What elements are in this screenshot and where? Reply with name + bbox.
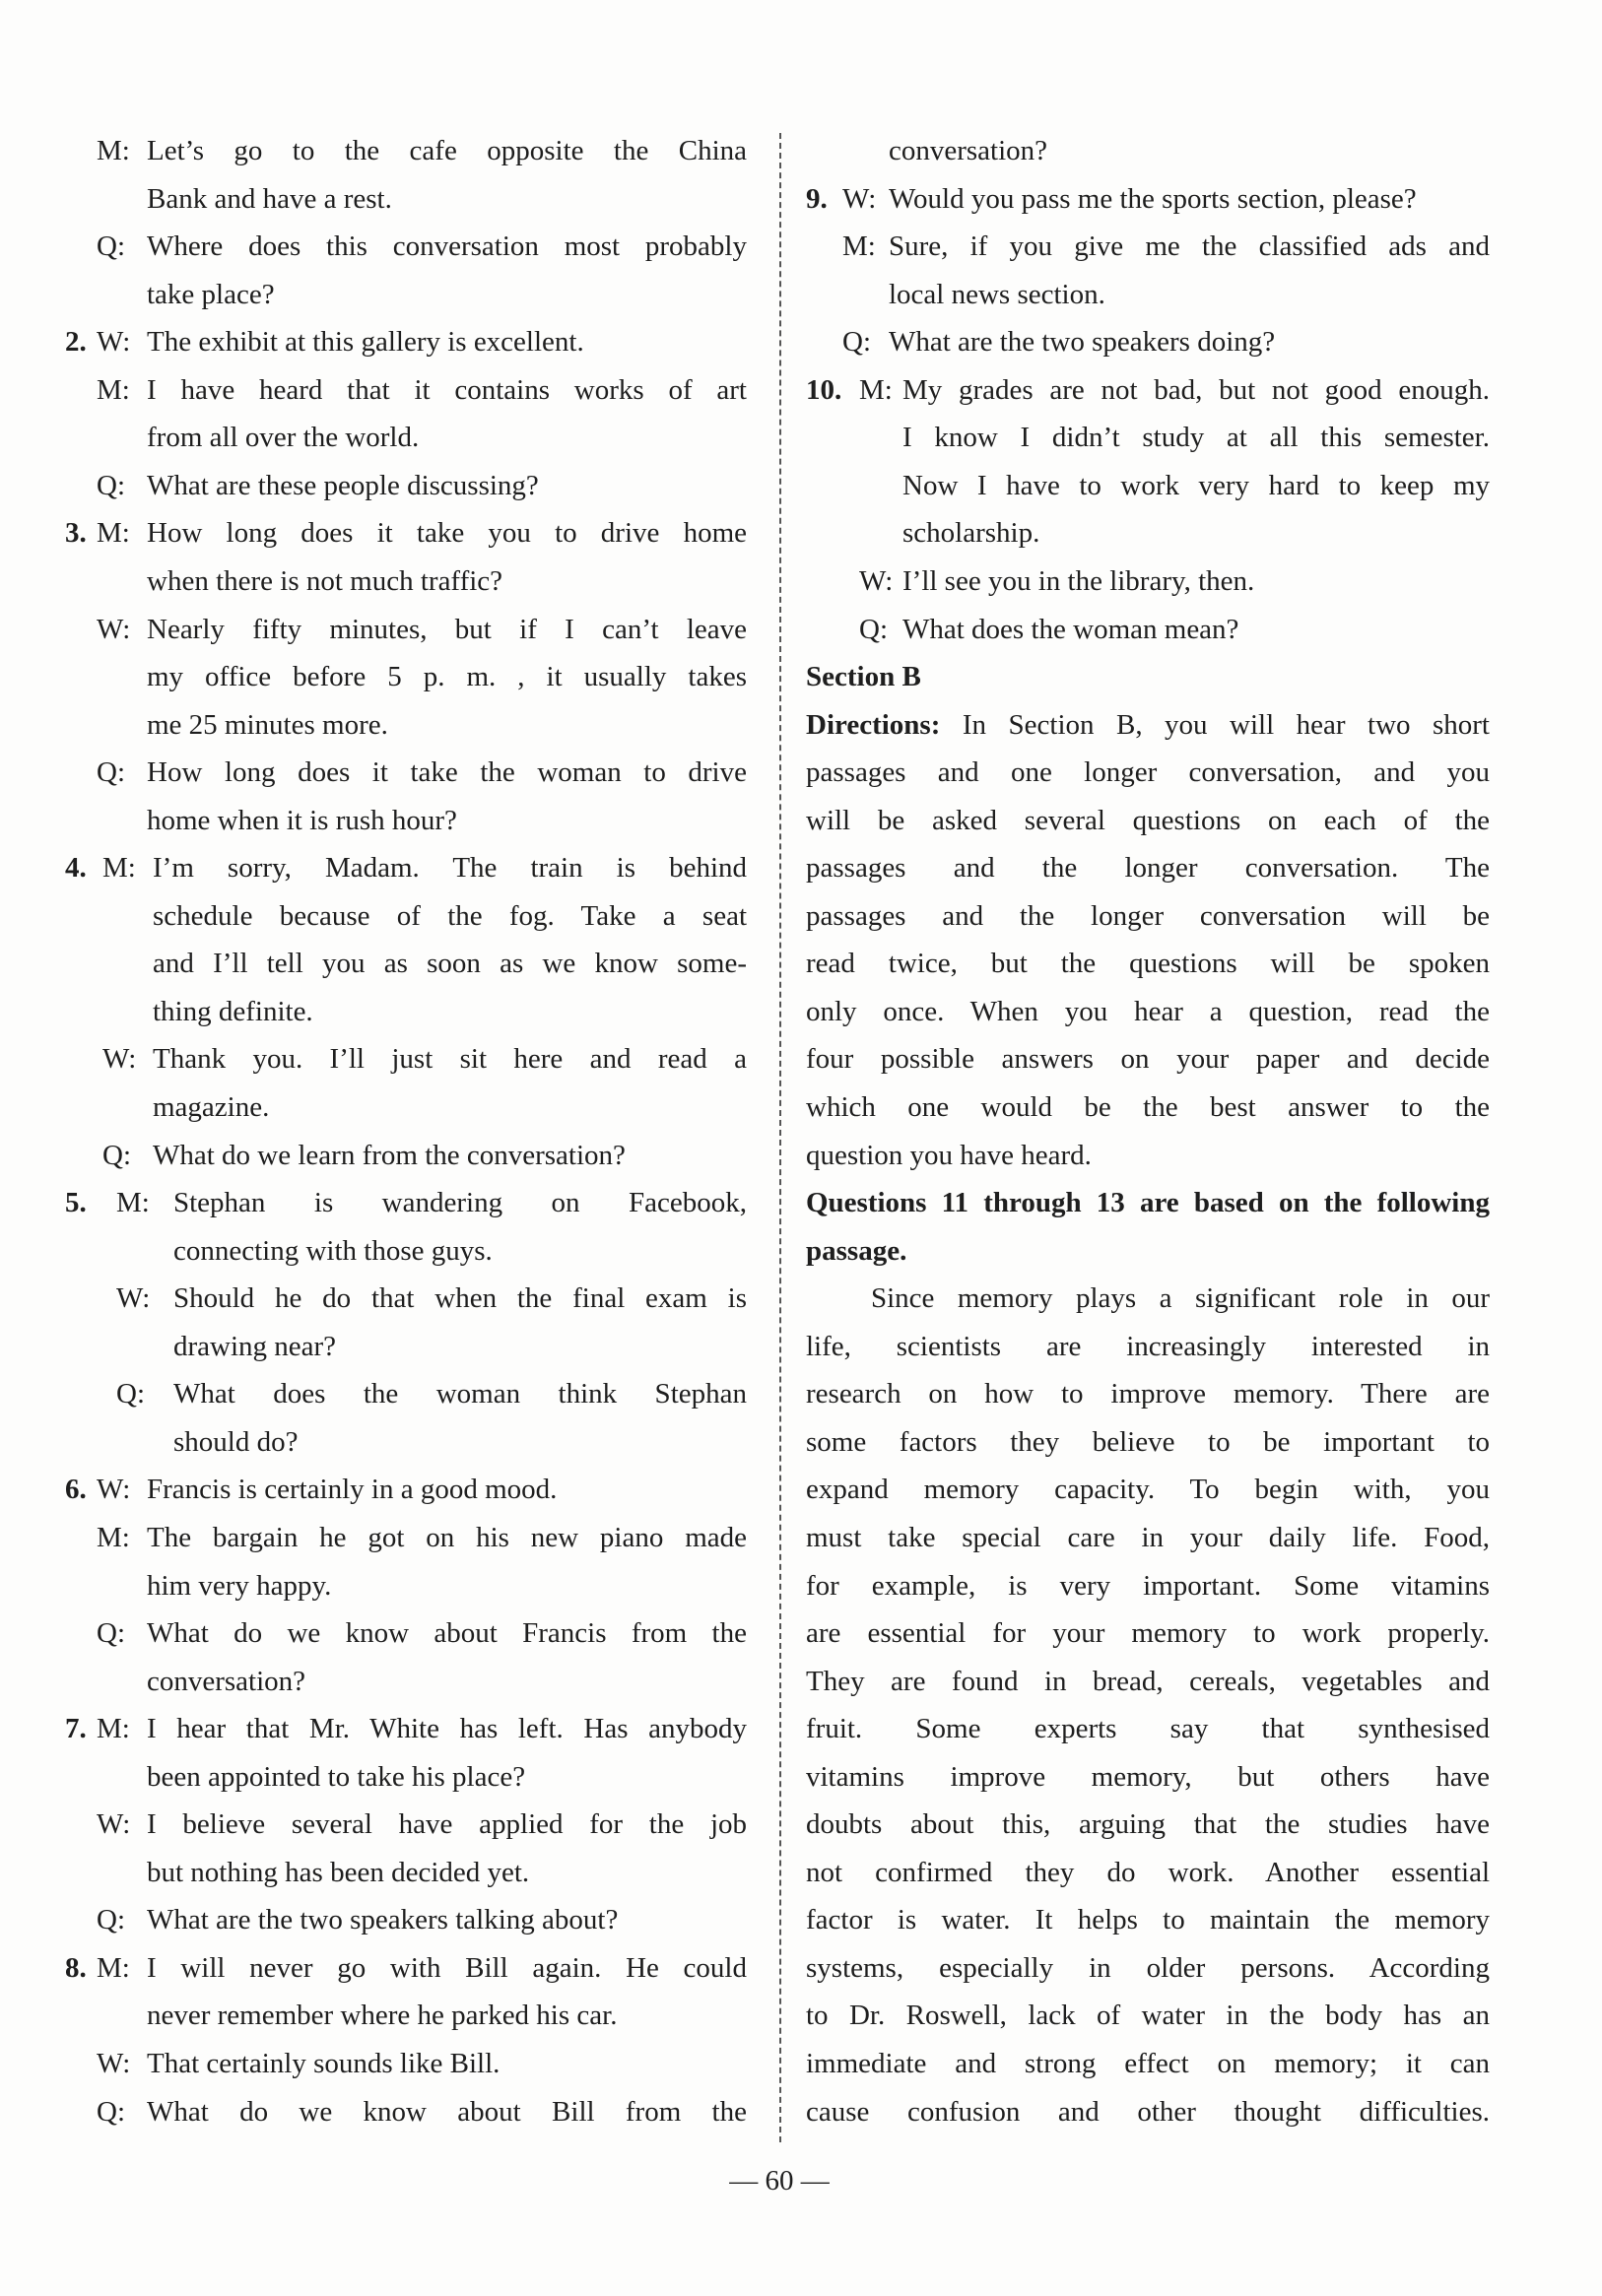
line-content: What are the two speakers talking about? (147, 1904, 619, 1936)
line-content: The bargain he got on his new piano made (147, 1521, 747, 1553)
line-content: thing definite. (153, 995, 313, 1027)
speaker-label: W: (842, 182, 877, 215)
line-text (806, 1083, 1490, 1132)
line-text (147, 1705, 747, 1753)
text-line (65, 940, 747, 988)
text-line (65, 558, 747, 606)
text-line (65, 797, 747, 845)
line-text (806, 1370, 1490, 1418)
text-line (65, 175, 747, 224)
line-text (147, 1562, 747, 1610)
line-text (153, 844, 747, 892)
line-content: cause confusion and other thought difficulties. (806, 2095, 1490, 2128)
text-line (65, 892, 747, 941)
line-content: me 25 minutes more. (147, 708, 388, 741)
text-line (806, 1466, 1490, 1514)
text-line (806, 988, 1490, 1036)
line-text (806, 2088, 1490, 2136)
speaker-label: W: (116, 1282, 151, 1315)
speaker-label: M: (97, 1521, 130, 1553)
text-line (806, 366, 1490, 415)
text-line (806, 1514, 1490, 1562)
line-content: him very happy. (147, 1569, 332, 1602)
line-content: my office before 5 p. m. , it usually takes (147, 661, 747, 693)
line-content: The exhibit at this gallery is excellent. (147, 326, 584, 359)
text-line (806, 1418, 1490, 1467)
line-text (153, 988, 747, 1036)
line-text (806, 1801, 1490, 1849)
speaker-label: Q: (842, 326, 871, 359)
line-content: Sure, if you give me the classified ads and (889, 230, 1490, 263)
speaker-label: M: (97, 373, 130, 406)
line-content: connecting with those guys. (173, 1234, 493, 1267)
line-text (173, 1179, 747, 1227)
line-text (173, 1418, 747, 1467)
text-line (806, 1705, 1490, 1753)
line-text (902, 414, 1490, 462)
line-content: vitamins improve memory, but others have (806, 1760, 1490, 1793)
line-content: drawing near? (173, 1330, 337, 1362)
line-content: life, scientists are increasingly interested in (806, 1330, 1490, 1362)
text-line (65, 318, 747, 366)
speaker-label: Q: (97, 756, 125, 789)
line-content: will be asked several questions on each of the (806, 804, 1490, 836)
text-line (806, 1035, 1490, 1083)
text-line (806, 127, 1490, 175)
line-text (147, 2088, 747, 2136)
text-line (65, 366, 747, 415)
line-text (147, 175, 747, 224)
line-content: not confirmed they do work. Another essential (806, 1856, 1490, 1888)
line-text (902, 366, 1490, 415)
question-number: 6. (65, 1474, 87, 1506)
line-text (889, 127, 1490, 175)
speaker-label: Q: (859, 613, 888, 645)
text-line (806, 1801, 1490, 1849)
text-line (806, 175, 1490, 224)
text-line (806, 558, 1490, 606)
line-content: I have heard that it contains works of art (147, 373, 747, 406)
line-content: conversation? (889, 135, 1048, 166)
line-text (902, 509, 1490, 558)
text-line (65, 462, 747, 510)
line-text (147, 2040, 747, 2088)
line-text (153, 940, 747, 988)
line-content: should do? (173, 1425, 299, 1458)
text-line (65, 223, 747, 271)
text-line (65, 1370, 747, 1418)
line-text (153, 892, 747, 941)
line-text (147, 1466, 747, 1514)
line-content: Would you pass me the sports section, please? (889, 182, 1417, 215)
heading-text (806, 1179, 1490, 1227)
speaker-label: M: (97, 1713, 130, 1745)
text-line (806, 1083, 1490, 1132)
right-column (806, 127, 1490, 2136)
line-text (889, 223, 1490, 271)
text-line (806, 1562, 1490, 1610)
question-number: 7. (65, 1713, 87, 1745)
line-text (889, 318, 1490, 366)
speaker-label: Q: (97, 230, 125, 263)
text-line (806, 1275, 1490, 1323)
line-content: Where does this conversation most probably (147, 230, 747, 263)
text-line (806, 2088, 1490, 2136)
line-text (147, 653, 747, 701)
directions-label: Directions: (806, 708, 941, 741)
text-line (65, 1179, 747, 1227)
text-line (65, 509, 747, 558)
text-line (806, 1609, 1490, 1658)
heading-text (806, 653, 1490, 701)
line-text (806, 1992, 1490, 2040)
text-line (65, 1083, 747, 1132)
line-text (147, 558, 747, 606)
line-content: I know I didn’t study at all this semester. (902, 422, 1490, 454)
line-content: some factors they believe to be important to (806, 1425, 1490, 1458)
line-text (806, 1466, 1490, 1514)
line-text (147, 1514, 747, 1562)
line-text (147, 271, 747, 319)
text-line (65, 653, 747, 701)
speaker-label: W: (97, 1808, 131, 1841)
line-text (806, 1705, 1490, 1753)
line-content: I believe several have applied for the job (147, 1808, 747, 1841)
line-content: immediate and strong effect on memory; it can (806, 2048, 1490, 2079)
line-content: What do we know about Bill from the (147, 2095, 747, 2128)
text-line (806, 223, 1490, 271)
speaker-label: W: (97, 1474, 131, 1506)
text-line (65, 1992, 747, 2040)
line-content: passage. (806, 1234, 907, 1267)
line-content: systems, especially in older persons. According (806, 1951, 1490, 1984)
text-line (806, 653, 1490, 701)
line-text (147, 797, 747, 845)
line-text (173, 1370, 747, 1418)
line-content: when there is not much traffic? (147, 564, 503, 597)
line-content: local news section. (889, 278, 1105, 310)
line-text (806, 1944, 1490, 1993)
text-line (806, 1992, 1490, 2040)
speaker-label: M: (859, 373, 893, 406)
line-text (147, 749, 747, 797)
text-line (806, 462, 1490, 510)
line-content: In Section B, you will hear two short (962, 708, 1490, 741)
line-text (147, 223, 747, 271)
line-text (147, 1944, 747, 1993)
line-content: are essential for your memory to work properly. (806, 1617, 1490, 1650)
line-content: What does the woman think Stephan (173, 1378, 747, 1410)
line-content: which one would be the best answer to the (806, 1091, 1490, 1123)
line-content: scholarship. (902, 517, 1040, 550)
text-line (65, 1753, 747, 1802)
line-content: conversation? (147, 1665, 306, 1697)
text-line (806, 414, 1490, 462)
text-line (806, 940, 1490, 988)
text-line (65, 1658, 747, 1706)
text-line (806, 1179, 1490, 1227)
line-text (806, 797, 1490, 845)
heading-text (806, 1227, 1490, 1276)
line-text (147, 1896, 747, 1944)
line-text (806, 892, 1490, 941)
page-number: — 60 — (729, 2165, 830, 2197)
line-content: I hear that Mr. White has left. Has anybody (147, 1713, 747, 1745)
text-line (65, 988, 747, 1036)
line-content: What do we know about Francis from the (147, 1617, 747, 1650)
speaker-label: Q: (116, 1378, 145, 1410)
line-text (806, 1323, 1490, 1371)
line-text (147, 318, 747, 366)
line-content: only once. When you hear a question, read the (806, 995, 1490, 1027)
line-content: What are the two speakers doing? (889, 326, 1276, 359)
line-content: home when it is rush hour? (147, 804, 457, 836)
line-content: for example, is very important. Some vitamins (806, 1569, 1490, 1602)
line-content: I’ll see you in the library, then. (902, 564, 1255, 597)
line-content: but nothing has been decided yet. (147, 1856, 530, 1888)
speaker-label: W: (859, 564, 894, 597)
line-content: Questions 11 through 13 are based on the following (806, 1187, 1490, 1219)
line-content: research on how to improve memory. There are (806, 1378, 1490, 1410)
text-line (65, 701, 747, 750)
line-content: Stephan is wandering on Facebook, (173, 1187, 747, 1219)
line-text (806, 1275, 1490, 1323)
text-line (65, 1896, 747, 1944)
text-line (65, 1801, 747, 1849)
line-text (806, 1132, 1490, 1180)
text-line (65, 1132, 747, 1180)
text-line (806, 1944, 1490, 1993)
line-content: factor is water. It helps to maintain the memory (806, 1904, 1490, 1936)
speaker-label: M: (102, 852, 136, 885)
line-content: read twice, but the questions will be spoken (806, 948, 1490, 980)
text-line (806, 1132, 1490, 1180)
line-content: doubts about this, arguing that the studies have (806, 1808, 1490, 1841)
question-number: 8. (65, 1951, 87, 1984)
question-number: 2. (65, 326, 87, 359)
line-content: and I’ll tell you as soon as we know some- (153, 948, 747, 980)
line-text (889, 175, 1490, 224)
line-text (147, 1609, 747, 1658)
line-text (902, 462, 1490, 510)
line-content: to Dr. Roswell, lack of water in the body has an (806, 2000, 1490, 2032)
line-text (806, 988, 1490, 1036)
line-content: Bank and have a rest. (147, 182, 392, 215)
speaker-label: Q: (97, 469, 125, 501)
line-content: magazine. (153, 1091, 270, 1123)
line-content: My grades are not bad, but not good enough. (902, 373, 1490, 406)
text-line (65, 1514, 747, 1562)
line-content: passages and one longer conversation, and you (806, 756, 1490, 789)
text-line (65, 2040, 747, 2088)
line-content: Should he do that when the final exam is (173, 1282, 747, 1315)
speaker-label: W: (102, 1043, 137, 1076)
text-line (65, 1944, 747, 1993)
line-text (902, 606, 1490, 654)
speaker-label: M: (97, 1951, 130, 1984)
speaker-label: Q: (97, 2095, 125, 2128)
line-text (806, 2040, 1490, 2088)
text-line (806, 844, 1490, 892)
text-line (65, 1705, 747, 1753)
line-content: Let’s go to the cafe opposite the China (147, 135, 747, 166)
line-content: Thank you. I’ll just sit here and read a (153, 1043, 747, 1076)
speaker-label: W: (97, 326, 131, 359)
text-line (806, 1323, 1490, 1371)
line-text (173, 1275, 747, 1323)
text-line (806, 2040, 1490, 2088)
line-content: passages and the longer conversation. The (806, 852, 1490, 885)
line-text (147, 414, 747, 462)
speaker-label: Q: (102, 1139, 131, 1171)
text-line (806, 892, 1490, 941)
line-text (806, 1658, 1490, 1706)
text-line (65, 1275, 747, 1323)
text-line (65, 1418, 747, 1467)
question-number: 9. (806, 182, 828, 215)
line-text (902, 558, 1490, 606)
question-number: 3. (65, 517, 87, 550)
line-text (889, 271, 1490, 319)
left-column (65, 127, 747, 2136)
text-line (806, 318, 1490, 366)
line-text (806, 1035, 1490, 1083)
line-text (806, 1609, 1490, 1658)
line-text (147, 127, 747, 175)
speaker-label: M: (116, 1187, 150, 1219)
line-text (173, 1227, 747, 1276)
line-content: Section B (806, 661, 921, 693)
question-number: 10. (806, 373, 842, 406)
line-content: Francis is certainly in a good mood. (147, 1474, 558, 1506)
line-text (147, 1992, 747, 2040)
text-line (806, 271, 1490, 319)
line-content: They are found in bread, cereals, vegetables and (806, 1665, 1490, 1697)
line-text (147, 1658, 747, 1706)
speaker-label: M: (842, 230, 876, 263)
line-content: expand memory capacity. To begin with, you (806, 1474, 1490, 1506)
text-line (806, 1370, 1490, 1418)
line-content: passages and the longer conversation will be (806, 899, 1490, 932)
line-content: That certainly sounds like Bill. (147, 2048, 501, 2079)
text-line (65, 1035, 747, 1083)
line-text (806, 749, 1490, 797)
line-text (147, 366, 747, 415)
text-line (65, 271, 747, 319)
text-line (806, 509, 1490, 558)
speaker-label: Q: (97, 1617, 125, 1650)
text-line (65, 127, 747, 175)
line-text (147, 1801, 747, 1849)
line-content: How long does it take you to drive home (147, 517, 747, 550)
question-number: 4. (65, 852, 87, 885)
text-line (65, 1227, 747, 1276)
text-line (806, 1849, 1490, 1897)
line-text (806, 701, 1490, 750)
line-text (806, 1849, 1490, 1897)
speaker-label: W: (97, 2048, 131, 2079)
line-content: What do we learn from the conversation? (153, 1139, 626, 1171)
text-line (65, 1562, 747, 1610)
line-text (806, 940, 1490, 988)
line-content: been appointed to take his place? (147, 1760, 526, 1793)
line-content: schedule because of the fog. Take a seat (153, 899, 747, 932)
line-text (147, 1753, 747, 1802)
line-content: Now I have to work very hard to keep my (902, 469, 1490, 501)
text-line (806, 797, 1490, 845)
line-content: Nearly fifty minutes, but if I can’t leave (147, 613, 747, 645)
line-content: I will never go with Bill again. He could (147, 1951, 747, 1984)
line-text (147, 462, 747, 510)
text-line (806, 606, 1490, 654)
line-content: take place? (147, 278, 275, 310)
text-line (65, 1849, 747, 1897)
line-content: question you have heard. (806, 1139, 1092, 1171)
speaker-label: M: (97, 517, 130, 550)
line-text (806, 1896, 1490, 1944)
text-line (806, 1227, 1490, 1276)
line-content: I’m sorry, Madam. The train is behind (153, 852, 747, 885)
line-text (153, 1132, 747, 1180)
question-number: 5. (65, 1187, 87, 1219)
speaker-label: Q: (97, 1904, 125, 1936)
text-line (65, 1466, 747, 1514)
line-content: from all over the world. (147, 422, 420, 454)
line-text (173, 1323, 747, 1371)
text-line (65, 2088, 747, 2136)
speaker-label: M: (97, 135, 130, 166)
text-line (806, 1896, 1490, 1944)
text-line (806, 1658, 1490, 1706)
line-text (806, 1418, 1490, 1467)
text-line (806, 1753, 1490, 1802)
line-text (147, 509, 747, 558)
line-content: What does the woman mean? (902, 613, 1239, 645)
line-content: How long does it take the woman to drive (147, 756, 747, 789)
text-line (806, 701, 1490, 750)
line-text (147, 1849, 747, 1897)
line-text (806, 1562, 1490, 1610)
line-text (153, 1083, 747, 1132)
line-text (806, 1514, 1490, 1562)
line-text (147, 606, 747, 654)
speaker-label: W: (97, 613, 131, 645)
line-content: must take special care in your daily life. Food, (806, 1521, 1490, 1553)
line-content: fruit. Some experts say that synthesised (806, 1713, 1490, 1745)
column-divider (779, 133, 781, 2142)
line-text (153, 1035, 747, 1083)
line-content: four possible answers on your paper and decide (806, 1043, 1490, 1076)
text-line (65, 606, 747, 654)
line-content: What are these people discussing? (147, 469, 539, 501)
text-line (65, 1609, 747, 1658)
text-line (806, 749, 1490, 797)
line-content: Since memory plays a significant role in our (871, 1282, 1490, 1315)
line-content: never remember where he parked his car. (147, 2000, 618, 2032)
line-text (806, 1753, 1490, 1802)
text-line (65, 749, 747, 797)
text-line (65, 1323, 747, 1371)
text-line (65, 844, 747, 892)
line-text (806, 844, 1490, 892)
text-line (65, 414, 747, 462)
line-text (147, 701, 747, 750)
